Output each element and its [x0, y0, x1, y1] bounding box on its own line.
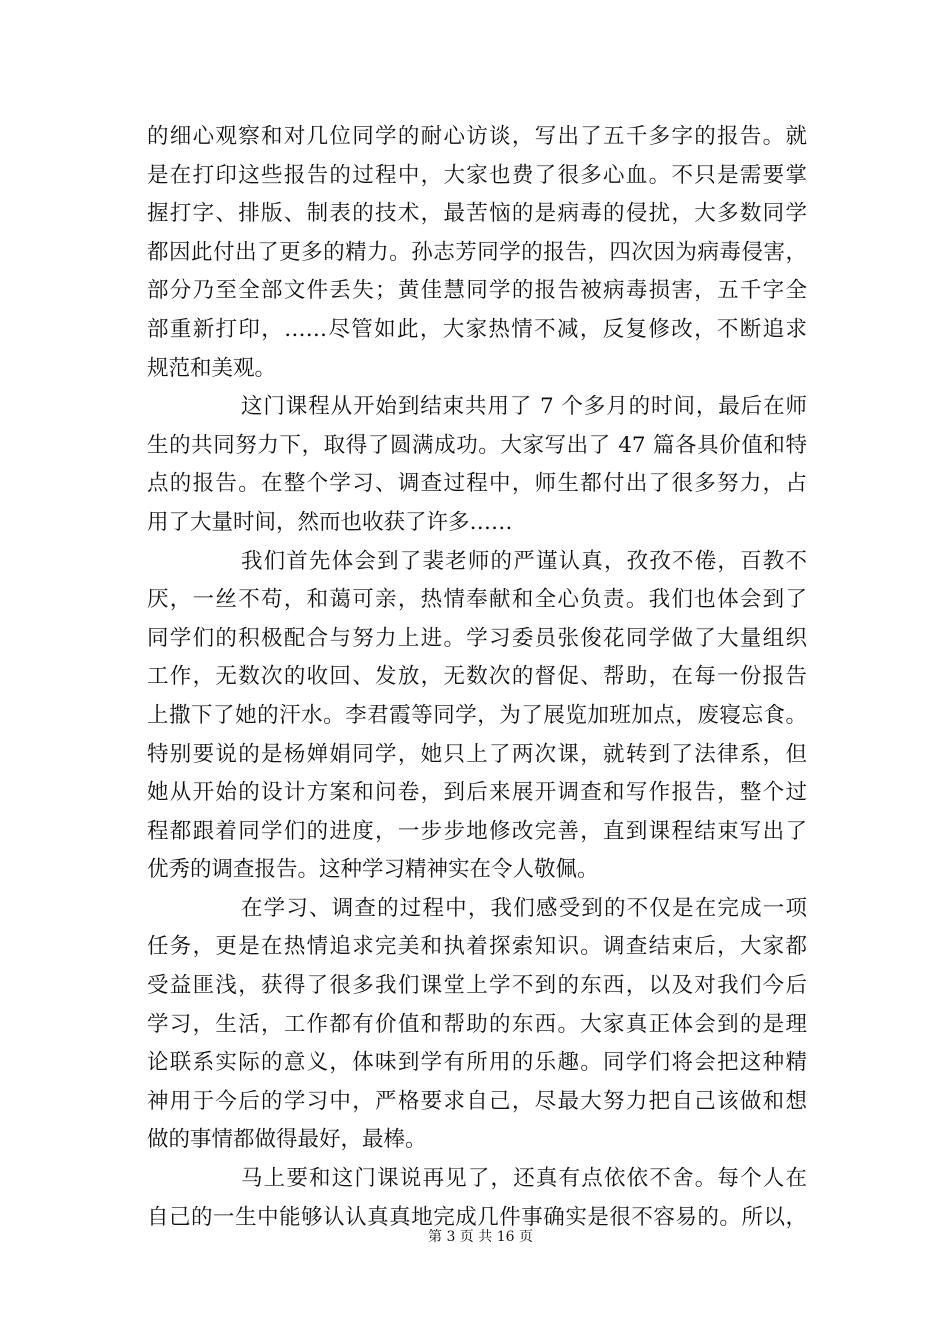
text-line: 这门课程从开始到结束共用了 7 个多月的时间，最后在师: [241, 394, 807, 420]
paragraph-1: [147, 118, 807, 388]
text-line: 任务，更是在热情追求完美和执着探索知识。调查结束后，大家都: [147, 934, 807, 960]
text-line: 优秀的调查报告。这种学习精神实在令人敬佩。: [147, 857, 599, 883]
text-line: 自己的一生中能够认认真真地完成几件事确实是很不容易的。所以，: [147, 1204, 807, 1230]
paragraph-3: [147, 543, 807, 890]
text-line: 的细心观察和对几位同学的耐心访谈，写出了五千多字的报告。就: [147, 124, 807, 149]
text-line: 点的报告。在整个学习、调查过程中，师生都付出了很多努力，占: [147, 471, 807, 497]
text-line: 在学习、调查的过程中，我们感受到的不仅是在完成一项: [241, 895, 807, 921]
text-line: 工作，无数次的收回、发放，无数次的督促、帮助，在每一份报告: [147, 664, 807, 690]
page-number-footer: 第 3 页 共 16 页: [428, 1229, 533, 1245]
text-line: 同学们的积极配合与努力上进。学习委员张俊花同学做了大量组织: [147, 625, 807, 651]
text-line: 厌，一丝不苟，和蔼可亲，热情奉献和全心负责。我们也体会到了: [147, 587, 807, 613]
text-line: 马上要和这门课说再见了，还真有点依依不舍。每个人在: [241, 1166, 807, 1192]
text-line: 都因此付出了更多的精力。孙志芳同学的报告，四次因为病毒侵害，: [147, 239, 807, 265]
text-line: 程都跟着同学们的进度，一步步地修改完善，直到课程结束写出了: [147, 818, 807, 844]
text-line: 是在打印这些报告的过程中，大家也费了很多心血。不只是需要掌: [147, 162, 807, 188]
text-line: 特别要说的是杨婵娟同学，她只上了两次课，就转到了法律系，但: [147, 741, 807, 767]
text-line: 我们首先体会到了裴老师的严谨认真，孜孜不倦，百教不: [241, 548, 807, 574]
text-line: 她从开始的设计方案和问卷，到后来展开调查和写作报告，整个过: [147, 780, 807, 806]
paragraph-2: [147, 388, 807, 542]
body-text: [147, 118, 807, 1237]
text-line: 部重新打印，……尽管如此，大家热情不减，反复修改，不断追求: [147, 316, 807, 342]
text-line: 握打字、排版、制表的技术，最苦恼的是病毒的侵扰，大多数同学: [147, 201, 807, 227]
text-line: 论联系实际的意义，体味到学有所用的乐趣。同学们将会把这种精: [147, 1050, 807, 1076]
text-line: 做的事情都做得最好，最棒。: [147, 1127, 427, 1153]
text-line: 受益匪浅，获得了很多我们课堂上学不到的东西，以及对我们今后: [147, 973, 807, 999]
text-line: 用了大量时间，然而也收获了许多……: [147, 509, 513, 535]
text-line: 神用于今后的学习中，严格要求自己，尽最大努力把自己该做和想: [147, 1088, 807, 1114]
text-line: 学习，生活，工作都有价值和帮助的东西。大家真正体会到的是理: [147, 1011, 807, 1037]
text-line: 部分乃至全部文件丢失；黄佳慧同学的报告被病毒损害，五千字全: [147, 278, 807, 304]
paragraph-4: [147, 890, 807, 1160]
text-line: 上撒下了她的汗水。李君霞等同学，为了展览加班加点，废寝忘食。: [147, 702, 807, 728]
text-line: 生的共同努力下，取得了圆满成功。大家写出了 47 篇各具价值和特: [147, 432, 807, 458]
text-line: 规范和美观。: [147, 355, 277, 381]
